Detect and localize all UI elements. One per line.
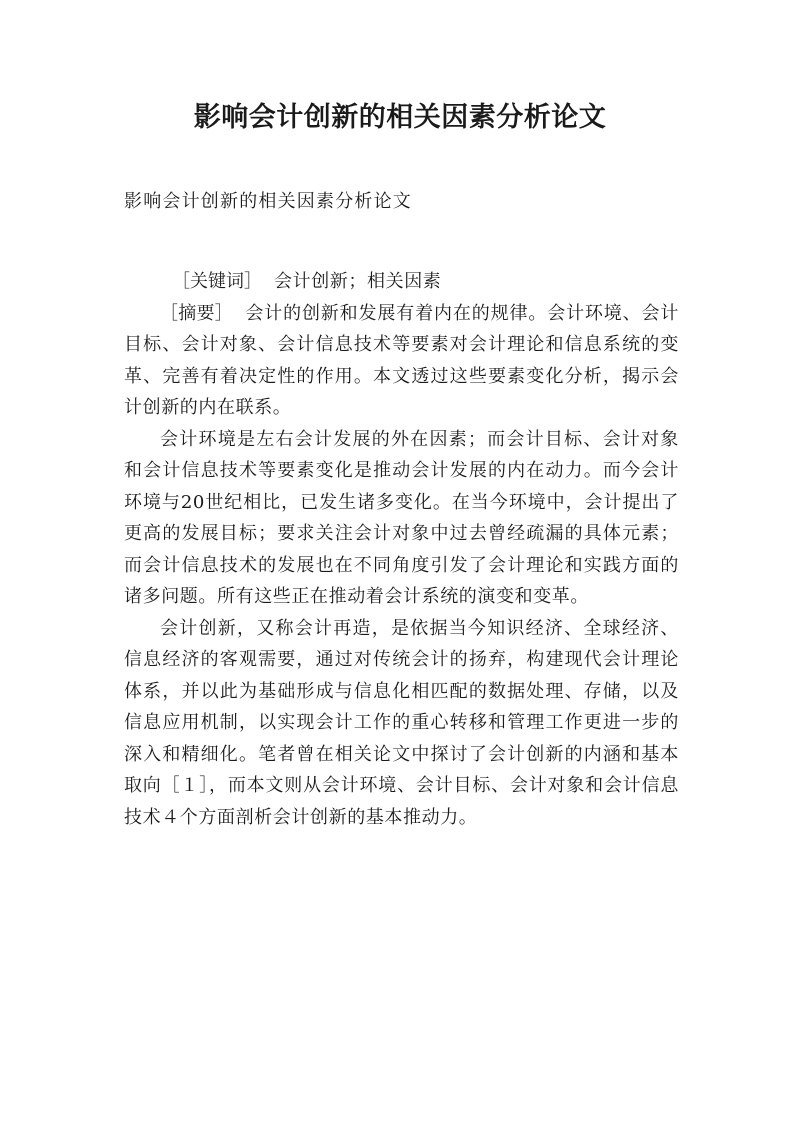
keywords-text: 会计创新；相关因素: [274, 271, 442, 292]
abstract-text: 会计的创新和发展有着内在的规律。会计环境、会计目标、会计对象、会计信息技术等要素对会计理论和信息系统的变革、完善有着决定性的作用。本文透过这些要素变化分析，揭示会计创新的内在联系。: [124, 302, 679, 418]
keywords-line: [124, 266, 679, 298]
document-title: 影响会计创新的相关因素分析论文: [193, 102, 607, 133]
body-paragraph-1: 会计环境是左右会计发展的外在因素；而会计目标、会计对象和会计信息技术等要素变化是推动会计发展的内在动力。而今会计环境与20世纪相比，已发生诸多变化。在当今环境中，会计提出了更高的发展目标；要求关注会计对象中过去曾经疏漏的具体元素；而会计信息技术的发展也在不同角度引发了会计理论和实践方面的诸多问题。所有这些正在推动着会计系统的演变和变革。: [124, 428, 679, 607]
keywords-tag: ［关键词］: [172, 271, 262, 292]
document-subtitle: 影响会计创新的相关因素分析论文: [124, 191, 412, 212]
abstract-tag: ［摘要］: [160, 302, 234, 324]
body-paragraph-2: 会计创新，又称会计再造，是依据当今知识经济、全球经济、信息经济的客观需要，通过对传统会计的扬弃，构建现代会计理论体系，并以此为基础形成与信息化相匹配的数据处理、存储，以及信息应用机制，以实现会计工作的重心转移和管理工作更进一步的深入和精细化。笔者曾在相关论文中探讨了会计创新的内涵和基本取向［１］，而本文则从会计环境、会计目标、会计对象和会计信息技术４个方面剖析会计创新的基本推动力。: [124, 617, 679, 828]
document-body: [124, 266, 679, 833]
abstract-paragraph: [124, 298, 679, 424]
